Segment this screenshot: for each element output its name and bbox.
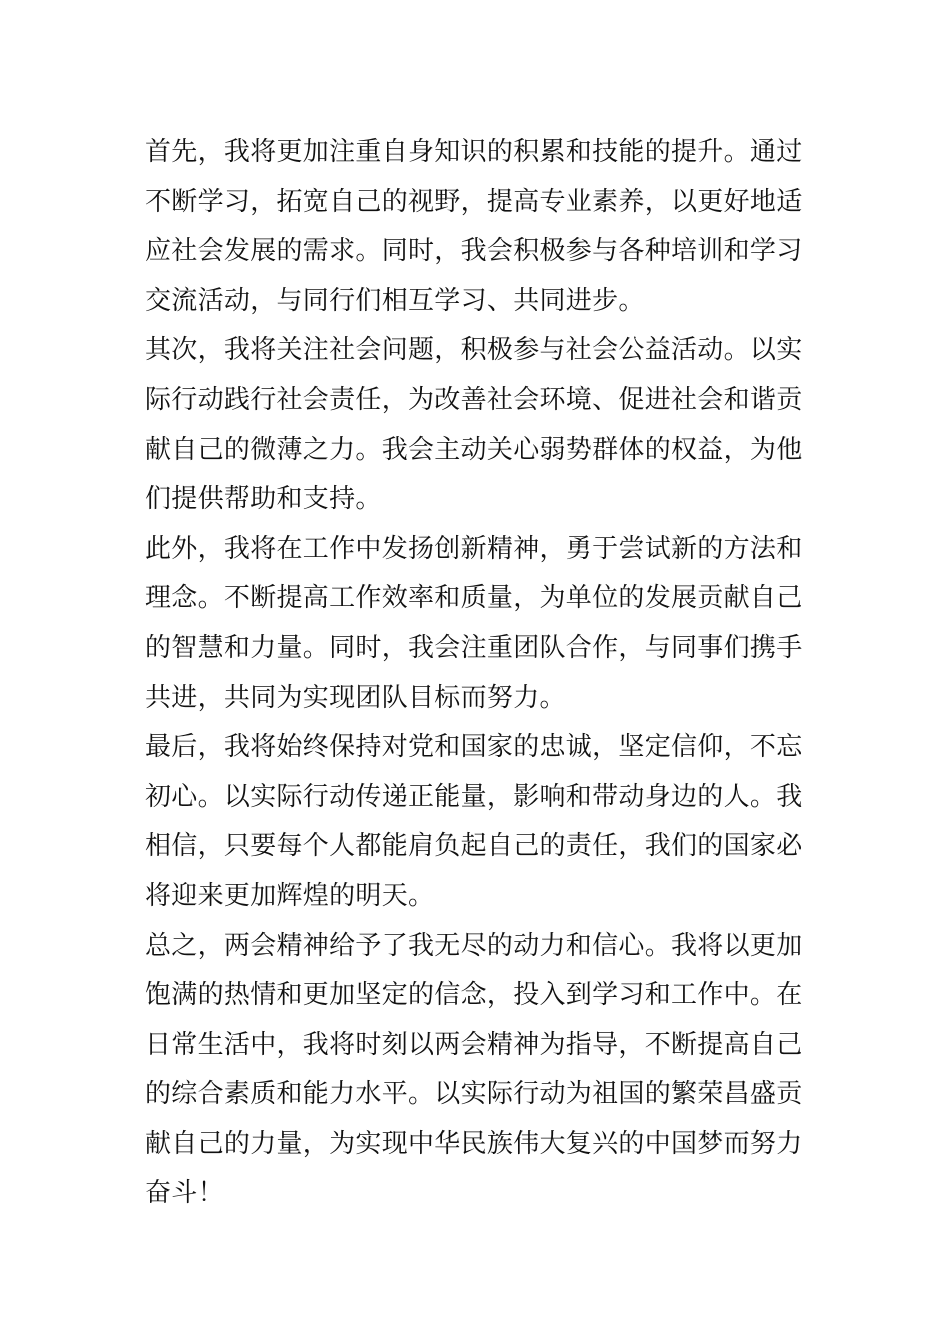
text-line: 总之，两会精神给予了我无尽的动力和信心。我将以更加 xyxy=(145,930,803,961)
paragraph-1 xyxy=(145,128,815,326)
text-line: 将迎来更加辉煌的明天。 xyxy=(145,880,435,911)
text-line: 共进，共同为实现团队目标而努力。 xyxy=(145,682,566,713)
text-line: 其次，我将关注社会问题，积极参与社会公益活动。以实 xyxy=(145,335,803,366)
paragraph-2 xyxy=(145,326,815,524)
text-line: 奋斗！ xyxy=(145,1178,224,1209)
paragraph-3 xyxy=(145,525,815,723)
text-line: 应社会发展的需求。同时，我会积极参与各种培训和学习 xyxy=(145,236,803,267)
text-line: 相信，只要每个人都能肩负起自己的责任，我们的国家必 xyxy=(145,831,803,862)
text-line: 不断学习，拓宽自己的视野，提高专业素养，以更好地适 xyxy=(145,186,803,217)
paragraph-5 xyxy=(145,922,815,1220)
text-line: 交流活动，与同行们相互学习、共同进步。 xyxy=(145,285,645,316)
text-line: 们提供帮助和支持。 xyxy=(145,484,382,515)
paragraph-4 xyxy=(145,723,815,921)
text-line: 初心。以实际行动传递正能量，影响和带动身边的人。我 xyxy=(145,781,803,812)
text-line: 最后，我将始终保持对党和国家的忠诚，坚定信仰，不忘 xyxy=(145,732,803,763)
text-line: 献自己的力量，为实现中华民族伟大复兴的中国梦而努力 xyxy=(145,1128,803,1159)
text-line: 理念。不断提高工作效率和质量，为单位的发展贡献自己 xyxy=(145,583,803,614)
text-line: 首先，我将更加注重自身知识的积累和技能的提升。通过 xyxy=(145,137,803,167)
text-line: 此外，我将在工作中发扬创新精神，勇于尝试新的方法和 xyxy=(145,533,803,564)
text-line: 的综合素质和能力水平。以实际行动为祖国的繁荣昌盛贡 xyxy=(145,1079,803,1110)
text-line: 献自己的微薄之力。我会主动关心弱势群体的权益，为他 xyxy=(145,434,803,465)
text-line: 际行动践行社会责任，为改善社会环境、促进社会和谐贡 xyxy=(145,384,803,415)
text-line: 日常生活中，我将时刻以两会精神为指导，不断提高自己 xyxy=(145,1029,803,1060)
document-body xyxy=(145,128,815,1219)
text-line: 的智慧和力量。同时，我会注重团队合作，与同事们携手 xyxy=(145,632,803,663)
text-line: 饱满的热情和更加坚定的信念，投入到学习和工作中。在 xyxy=(145,980,803,1011)
